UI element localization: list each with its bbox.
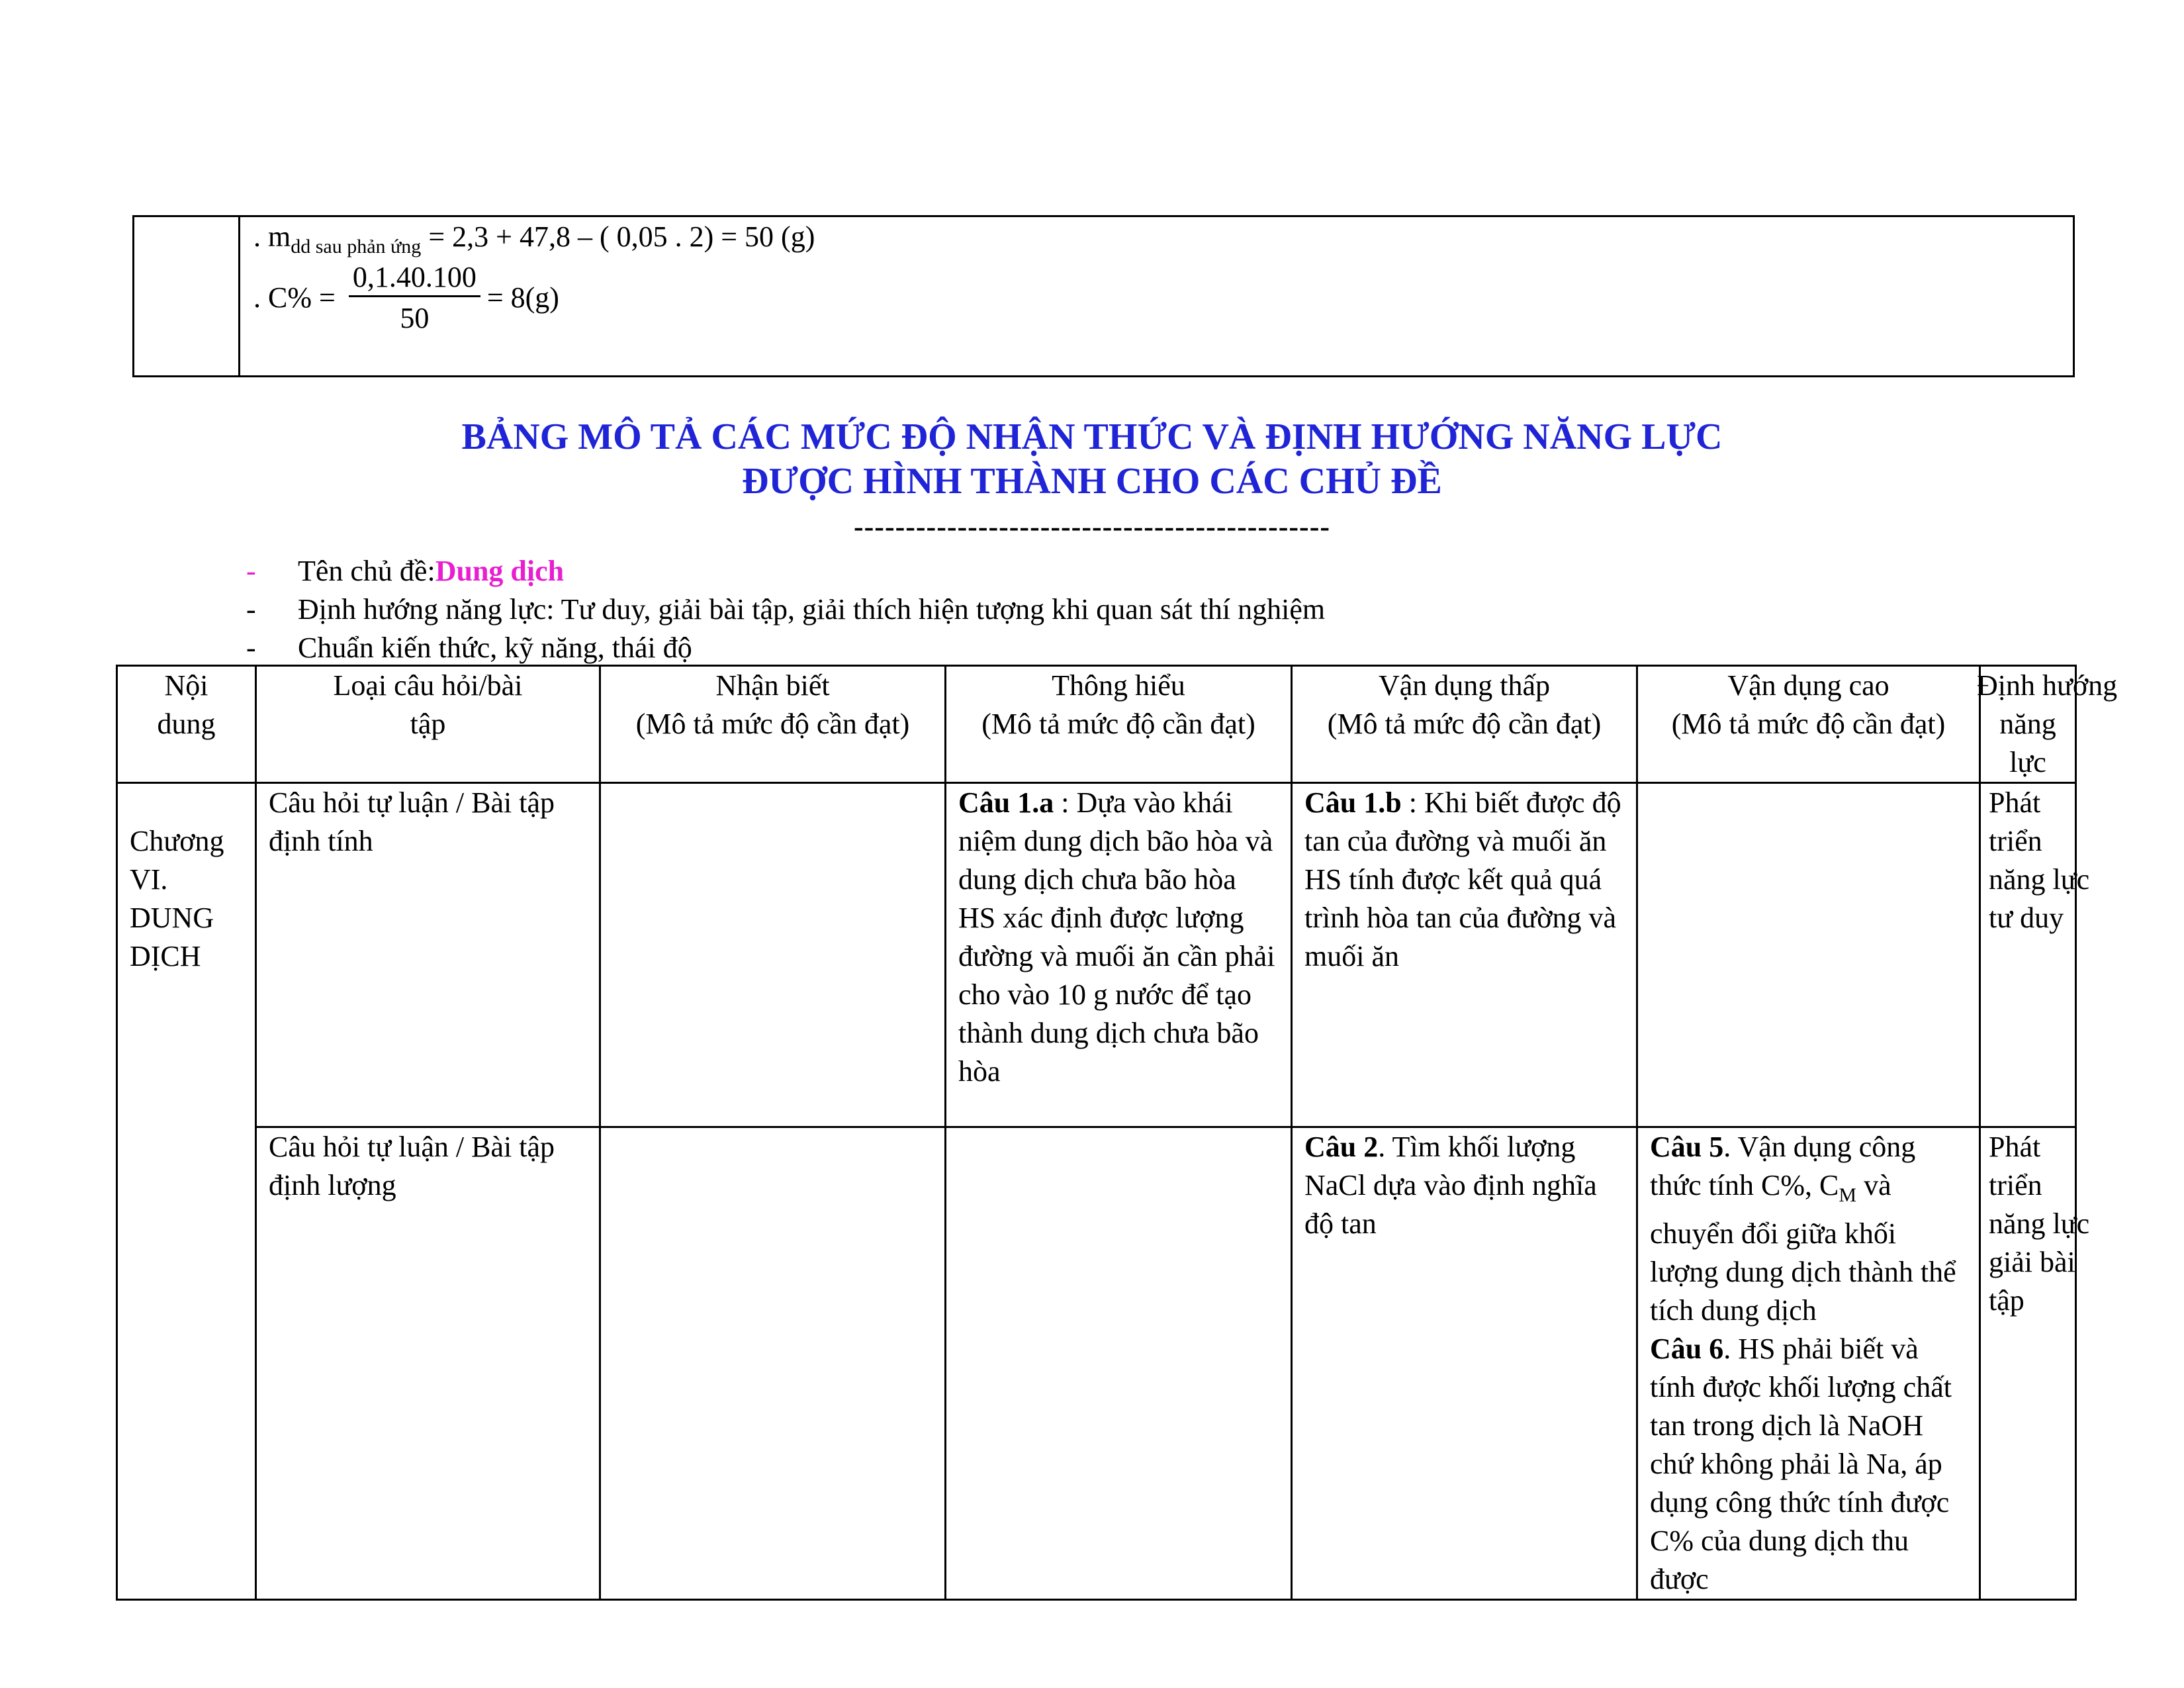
question-label: Câu 1.b <box>1304 786 1402 819</box>
header-text: tập <box>410 708 446 740</box>
apply-high-text-q6 <box>1650 1330 1967 1599</box>
question-type-text: Câu hỏi tự luận / Bài tập định tính <box>269 786 555 857</box>
question-description: : Khi biết được độ tan của đường và muối ăn HS tính được kết quả quá trình hòa tan của đường và muối ăn <box>1304 786 1621 972</box>
question-description: . Vận dụng công thức tính C%, C <box>1650 1131 1916 1201</box>
question-description: . Tìm khối lượng NaCl dựa vào định nghĩa độ tan <box>1304 1131 1597 1240</box>
bullet-dash: - <box>246 592 256 626</box>
list-item-competency <box>246 590 1325 628</box>
question-description: . HS phải biết và tính được khối lượng chất tan trong dịch là NaOH chứ không phải là Na, áp dụng công thức tính được C% của dung dịch thu được <box>1650 1332 1952 1595</box>
mass-subscript: dd sau phản ứng <box>291 236 422 258</box>
fraction <box>349 260 480 335</box>
header-text: Thông hiểu <box>1052 669 1185 702</box>
concentration-symbol: . C% = <box>253 281 336 314</box>
apply-high-cell <box>1637 1127 1980 1600</box>
apply-low-text <box>1304 1128 1624 1243</box>
understand-cell <box>946 783 1292 1127</box>
understand-cell <box>946 1127 1292 1600</box>
apply-low-cell <box>1292 783 1637 1127</box>
header-recognize <box>600 666 946 783</box>
header-content <box>117 666 256 783</box>
question-type-cell <box>256 1127 600 1600</box>
list-item-topic <box>246 551 1325 590</box>
topic-label: Tên chủ đề: <box>298 554 435 587</box>
question-type-text: Câu hỏi tự luận / Bài tập định lượng <box>269 1131 555 1201</box>
header-orientation <box>1977 666 2118 783</box>
chapter-text: DỊCH <box>130 940 201 972</box>
apply-high-cell <box>1637 783 1980 1127</box>
fraction-denominator: 50 <box>400 302 430 334</box>
solution-box-left-cell <box>134 217 240 375</box>
page-title-line1: BẢNG MÔ TẢ CÁC MỨC ĐỘ NHẬN THỨC VÀ ĐỊNH HƯỚNG NĂNG LỰC <box>461 416 1723 457</box>
recognize-cell <box>600 783 946 1127</box>
question-label: Câu 5 <box>1650 1131 1724 1163</box>
chapter-text: Chương <box>130 825 224 857</box>
header-text: (Mô tả mức độ cần đạt) <box>981 708 1255 740</box>
concentration-result: = 8(g) <box>486 281 559 314</box>
standards-text: Chuẩn kiến thức, kỹ năng, thái độ <box>298 631 692 664</box>
table-header-row <box>117 666 2076 783</box>
title-separator: ---------------------------------------------- <box>853 510 1330 543</box>
bullet-dash: - <box>246 554 256 587</box>
header-text: (Mô tả mức độ cần đạt) <box>1327 708 1602 740</box>
header-text: (Mô tả mức độ cần đạt) <box>635 708 910 740</box>
orientation-text: Phát triển năng lực giải bài tập <box>1989 1131 2090 1317</box>
recognize-cell <box>600 1127 946 1600</box>
solution-box-content <box>250 217 2073 375</box>
header-text: Định hướng <box>1977 669 2118 702</box>
header-text: Nội <box>164 669 208 702</box>
fraction-numerator: 0,1.40.100 <box>349 260 480 297</box>
table-row <box>117 1127 2076 1600</box>
header-text: (Mô tả mức độ cần đạt) <box>1671 708 1946 740</box>
orientation-cell <box>1980 783 2090 1127</box>
apply-low-cell <box>1292 1127 1637 1600</box>
header-text: Vận dụng cao <box>1727 669 1889 702</box>
subscript-m: M <box>1839 1184 1857 1206</box>
apply-high-text-q5 <box>1650 1128 1967 1330</box>
competency-text: Định hướng năng lực: Tư duy, giải bài tập, giải thích hiện tượng khi quan sát thí nghiệm <box>298 592 1326 626</box>
question-description: : Dựa vào khái niệm dung dịch bão hòa và dung dịch chưa bão hòa HS xác định được lượng đường và muối ăn cần phải cho vào 10 g nước để tạo thành dung dịch chưa bão hòa <box>958 786 1275 1088</box>
header-text: Loại câu hỏi/bài <box>333 669 523 702</box>
page-title-line2: ĐƯỢC HÌNH THÀNH CHO CÁC CHỦ ĐỀ <box>742 461 1442 502</box>
competency-table <box>116 665 2118 1601</box>
understand-text <box>958 784 1279 1091</box>
list-item-standards <box>246 628 1325 667</box>
chapter-cell <box>117 783 256 1600</box>
solution-box <box>132 215 2075 377</box>
header-apply-low <box>1292 666 1637 783</box>
question-label: Câu 2 <box>1304 1131 1379 1163</box>
table-row <box>117 783 2076 1127</box>
header-text: Nhận biết <box>715 669 830 702</box>
question-label: Câu 6 <box>1650 1332 1724 1365</box>
header-text: dung <box>157 708 216 740</box>
header-text: năng lực <box>1999 708 2056 778</box>
mass-symbol: . m <box>253 220 291 253</box>
chapter-text: VI. <box>130 863 168 896</box>
question-label: Câu 1.a <box>958 786 1054 819</box>
header-understand <box>946 666 1292 783</box>
bullet-dash: - <box>246 631 256 664</box>
orientation-cell <box>1980 1127 2090 1600</box>
topic-value: Dung dịch <box>435 554 565 587</box>
header-text: Vận dụng thấp <box>1378 669 1551 702</box>
apply-low-text <box>1304 784 1624 976</box>
orientation-text: Phát triển năng lực tư duy <box>1989 786 2090 934</box>
question-description: và chuyển đổi giữa khối lượng dung dịch thành thể tích dung dịch <box>1650 1169 1956 1327</box>
topic-info-list <box>246 551 1325 667</box>
question-type-cell <box>256 783 600 1127</box>
header-apply-high <box>1637 666 1980 783</box>
header-question-type <box>256 666 600 783</box>
mass-expression: = 2,3 + 47,8 – ( 0,05 . 2) = 50 (g) <box>421 220 815 253</box>
mass-equation <box>253 220 815 258</box>
concentration-equation <box>253 260 559 335</box>
chapter-text: DUNG <box>130 902 214 934</box>
